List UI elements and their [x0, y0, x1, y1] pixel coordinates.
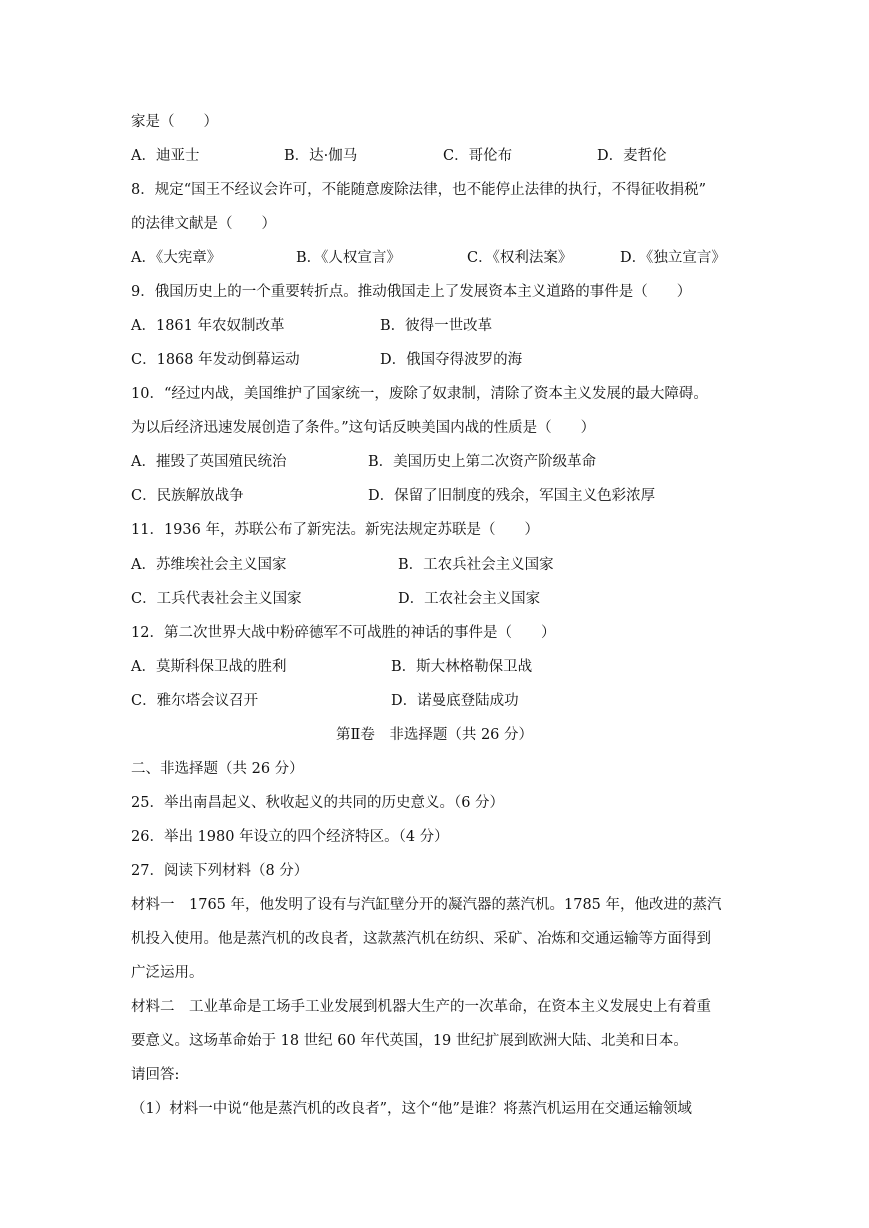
q11-option-b: B．工农兵社会主义国家	[398, 557, 554, 573]
q8-stem-line2: 的法律文献是（ ）	[131, 216, 276, 232]
q7-option-b: B．达·伽马	[284, 148, 358, 164]
material-1-line1: 材料一 1765 年，他发明了设有与汽缸壁分开的凝汽器的蒸汽机。1785 年，他改进的蒸汽	[131, 897, 722, 913]
q12-stem: 12．第二次世界大战中粉碎德军不可战胜的神话的事件是（ ）	[131, 625, 556, 641]
section-heading: 二、非选择题（共 26 分）	[131, 761, 304, 777]
q9-option-c: C．1868 年发动倒幕运动	[131, 352, 300, 368]
q8-option-d: D．《独立宣言》	[620, 250, 726, 266]
material-2-line1: 材料二 工业革命是工场手工业发展到机器大生产的一次革命，在资本主义发展史上有着重	[131, 999, 711, 1015]
q10-option-c: C．民族解放战争	[131, 488, 244, 504]
material-2-line2: 要意义。这场革命始于 18 世纪 60 年代英国，19 世纪扩展到欧洲大陆、北美和日本。	[131, 1033, 688, 1049]
q9-option-a: A．1861 年农奴制改革	[131, 318, 285, 334]
q7-option-d: D．麦哲伦	[597, 148, 667, 164]
q10-stem-line1: 10．“经过内战，美国维护了国家统一，废除了奴隶制，清除了资本主义发展的最大障碍。	[131, 386, 708, 402]
q11-stem: 11．1936 年，苏联公布了新宪法。新宪法规定苏联是（ ）	[131, 522, 539, 538]
q11-option-a: A．苏维埃社会主义国家	[131, 557, 287, 573]
material-1-line3: 广泛运用。	[131, 965, 204, 981]
q9-option-d: D．俄国夺得波罗的海	[380, 352, 523, 368]
q25-text: 25．举出南昌起义、秋收起义的共同的历史意义。（6 分）	[131, 795, 505, 811]
q10-stem-line2: 为以后经济迅速发展创造了条件。”这句话反映美国内战的性质是（ ）	[131, 420, 596, 436]
q9-stem: 9．俄国历史上的一个重要转折点。推动俄国走上了发展资本主义道路的事件是（ ）	[131, 284, 692, 300]
q12-option-b: B．斯大林格勒保卫战	[391, 659, 533, 675]
q12-option-c: C．雅尔塔会议召开	[131, 693, 259, 709]
q8-stem-line1: 8．规定“国王不经议会许可，不能随意废除法律，也不能停止法律的执行，不得征收捐税”	[131, 182, 707, 198]
q9-option-b: B．彼得一世改革	[380, 318, 493, 334]
q7-option-a: A．迪亚士	[131, 148, 200, 164]
q7-option-c: C．哥伦布	[443, 148, 513, 164]
q11-option-c: C．工兵代表社会主义国家	[131, 591, 302, 607]
q8-option-b: B．《人权宣言》	[296, 250, 401, 266]
answer-prompt: 请回答:	[131, 1067, 180, 1083]
q8-option-c: C．《权利法案》	[467, 250, 573, 266]
q26-text: 26．举出 1980 年设立的四个经济特区。（4 分）	[131, 829, 449, 845]
q10-option-a: A．摧毁了英国殖民统治	[131, 454, 287, 470]
q12-option-a: A．莫斯科保卫战的胜利	[131, 659, 287, 675]
q12-option-d: D．诺曼底登陆成功	[391, 693, 519, 709]
part2-heading: 第Ⅱ卷 非选择题（共 26 分）	[335, 727, 534, 743]
q10-option-b: B．美国历史上第二次资产阶级革命	[368, 454, 597, 470]
material-1-line2: 机投入使用。他是蒸汽机的改良者，这款蒸汽机在纺织、采矿、冶炼和交通运输等方面得到	[131, 931, 711, 947]
q27-text: 27．阅读下列材料（8 分）	[131, 863, 309, 879]
q10-option-d: D．保留了旧制度的残余，军国主义色彩浓厚	[368, 488, 656, 504]
q7-stem-tail: 家是（ ）	[131, 114, 218, 130]
sub-question-1: （1）材料一中说“他是蒸汽机的改良者”，这个“他”是谁？将蒸汽机运用在交通运输领域	[131, 1101, 692, 1117]
q8-option-a: A．《大宪章》	[131, 250, 222, 266]
q11-option-d: D．工农社会主义国家	[398, 591, 541, 607]
